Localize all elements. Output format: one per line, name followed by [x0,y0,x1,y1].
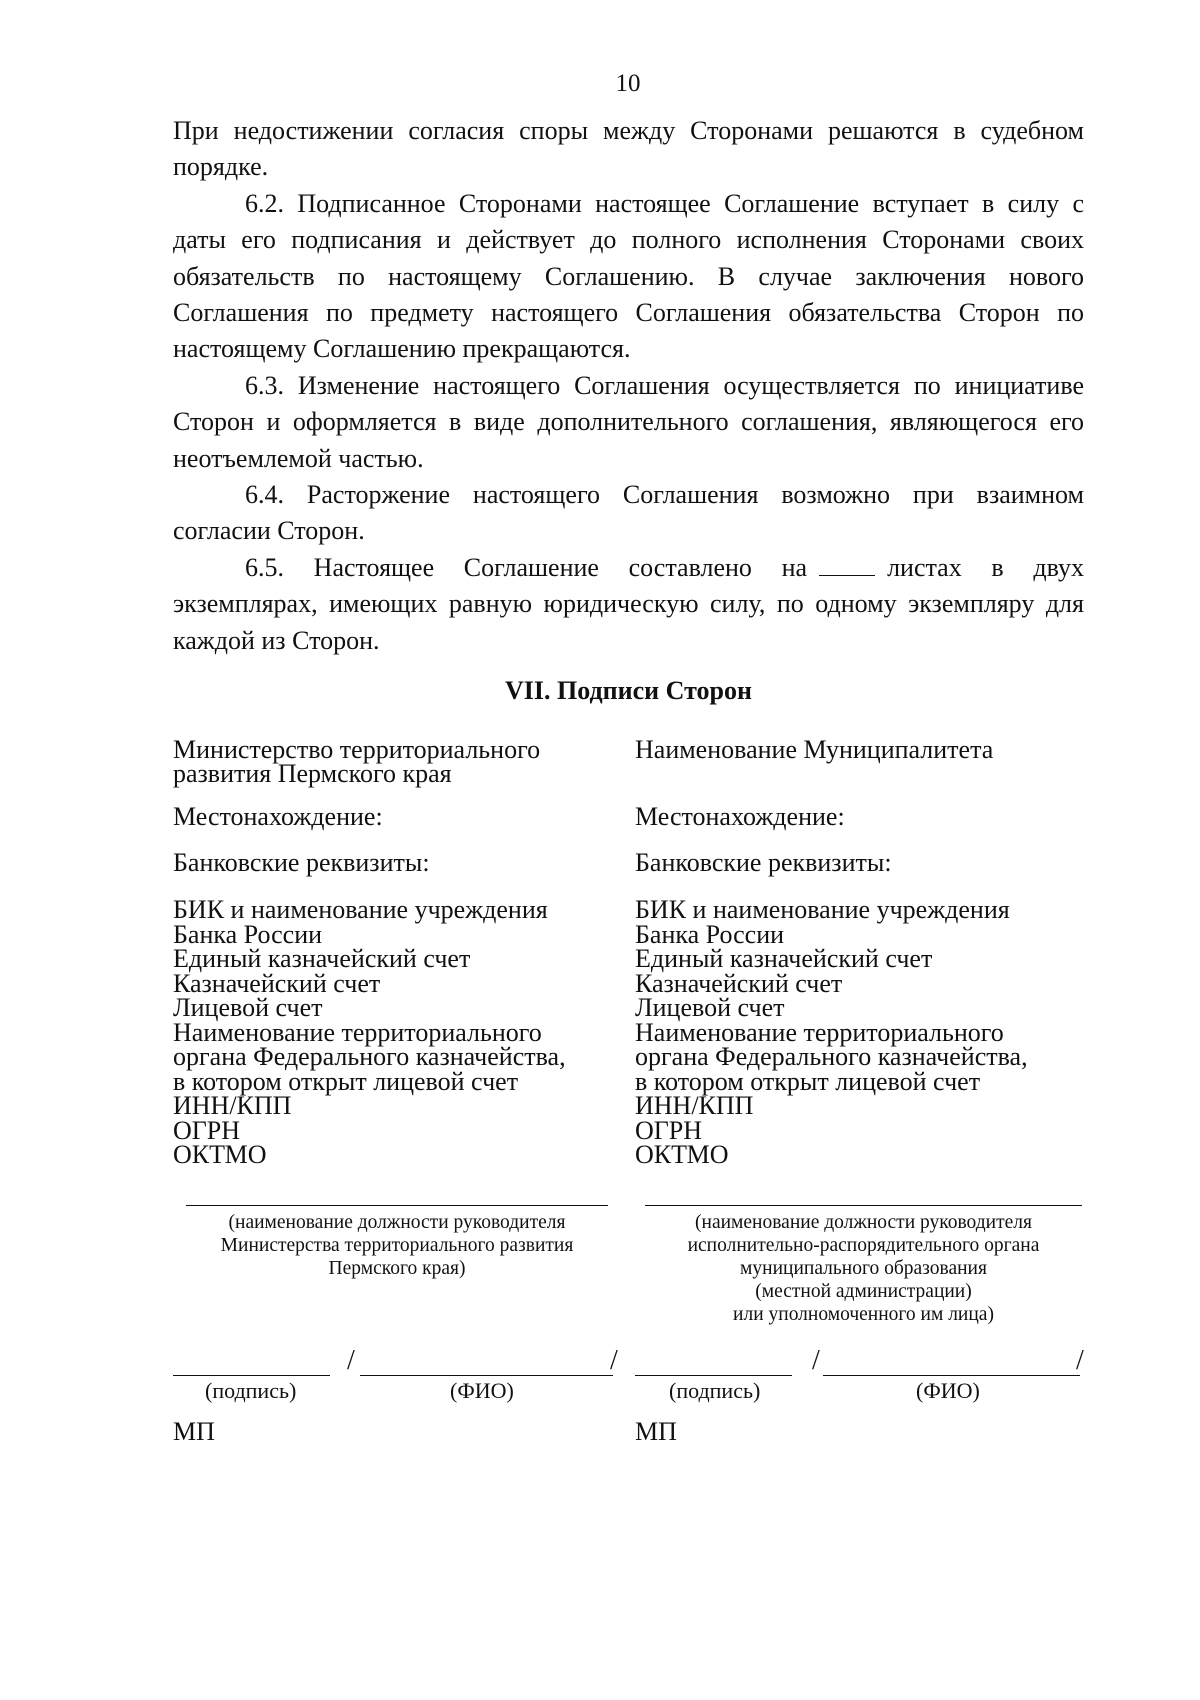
detail-line: ИНН/КПП [635,1091,754,1120]
paragraph-6-5 [173,550,1084,659]
detail-line: ИНН/КПП [173,1091,292,1120]
paragraph-6-3: 6.3. Изменение настоящего Соглашения осуществляется по инициативе Сторон и оформляется в виде дополнительного соглашения, являющегося его неотъемлемой частью. [173,370,1084,473]
agreement-body [173,113,1084,659]
detail-line: в котором открыт лицевой счет [173,1066,519,1096]
left-party-bank-details [173,895,603,1169]
page-number: 10 [615,70,641,97]
detail-line: Казначейский счет [635,968,843,998]
slash-separator: / [812,1345,820,1376]
detail-line: Банка России [173,919,323,949]
right-party-bank-details [635,895,1085,1169]
left-party-name: Министерство территориального развития Пермского края [173,735,541,788]
detail-line: Лицевой счет [635,993,785,1022]
right-party-name: Наименование Муниципалитета [635,735,994,764]
right-signer-caption: (наименование должности руководителя исполнительно-распорядительного органа муниципального образования (местной администрации) или уполномоченного им лица) [687,1212,1040,1325]
left-party-details [173,735,603,1169]
paragraph-6-5-end: листах в двух экземплярах, имеющих равную юридическую силу, по одному экземпляру для каждой из Сторон. [173,552,1084,655]
detail-line: БИК и наименование учреждения [635,895,1010,924]
full-name-line [823,1375,1080,1376]
detail-line: органа Федерального казначейства, [635,1042,1028,1071]
full-name-label: (ФИО) [916,1378,980,1403]
left-party-location: Местонахождение: [173,802,383,831]
detail-line: БИК и наименование учреждения [173,895,548,924]
paragraph-6-5-start: 6.5. Настоящее Соглашение составлено на [245,552,808,582]
signature-label: (подпись) [205,1378,297,1403]
full-name-label: (ФИО) [450,1378,514,1403]
detail-line: Наименование территориального [173,1017,542,1047]
detail-line: Наименование территориального [635,1017,1004,1047]
detail-line: Казначейский счет [173,968,381,998]
paragraph-6-2: 6.2. Подписанное Сторонами настоящее Соглашение вступает в силу с даты его подписания и действует до полного исполнения Сторонами своих обязательств по настоящему Соглашению. В случае заключения нового Соглашения по предмету настоящего Соглашения обязательства Сторон по настоящему Соглашению прекращаются. [173,188,1084,364]
slash-separator: / [347,1345,355,1376]
detail-line: Лицевой счет [173,993,323,1022]
right-signer-position [645,1205,1082,1326]
paragraph-6-4: 6.4. Расторжение настоящего Соглашения возможно при взаимном согласии Сторон. [173,480,1084,546]
left-signature-row [173,1346,621,1406]
detail-line: в котором открыт лицевой счет [635,1066,981,1096]
detail-line: органа Федерального казначейства, [173,1042,566,1071]
detail-line: ОКТМО [173,1140,267,1169]
signature-label: (подпись) [669,1378,761,1403]
detail-line: ОГРН [173,1115,241,1145]
right-party-details [635,735,1085,1169]
left-stamp-place: МП [173,1417,215,1446]
left-party-bank-heading: Банковские реквизиты: [173,848,430,877]
section-title: VII. Подписи Сторон [505,676,752,705]
detail-line: Единый казначейский счет [635,944,933,973]
slash-separator: / [1076,1345,1084,1376]
left-signer-caption: (наименование должности руководителя Министерства территориального развития Пермского края) [220,1212,574,1279]
detail-line: Банка России [635,919,785,949]
right-stamp-place: МП [635,1417,677,1446]
paragraph-disputes: При недостижении согласия споры между Сторонами решаются в судебном порядке. [173,116,1084,182]
signature-line [635,1375,792,1376]
left-signer-position [186,1205,608,1280]
right-party-location: Местонахождение: [635,802,845,831]
right-party-bank-heading: Банковские реквизиты: [635,848,892,877]
detail-line: ОКТМО [635,1140,729,1169]
position-line [645,1205,1082,1206]
slash-separator: / [610,1345,618,1376]
right-signature-row [635,1346,1085,1406]
detail-line: Единый казначейский счет [173,944,471,973]
position-line [186,1205,608,1206]
sheet-count-blank [819,557,875,576]
full-name-line [360,1375,613,1376]
detail-line: ОГРН [635,1115,703,1145]
signature-line [173,1375,330,1376]
